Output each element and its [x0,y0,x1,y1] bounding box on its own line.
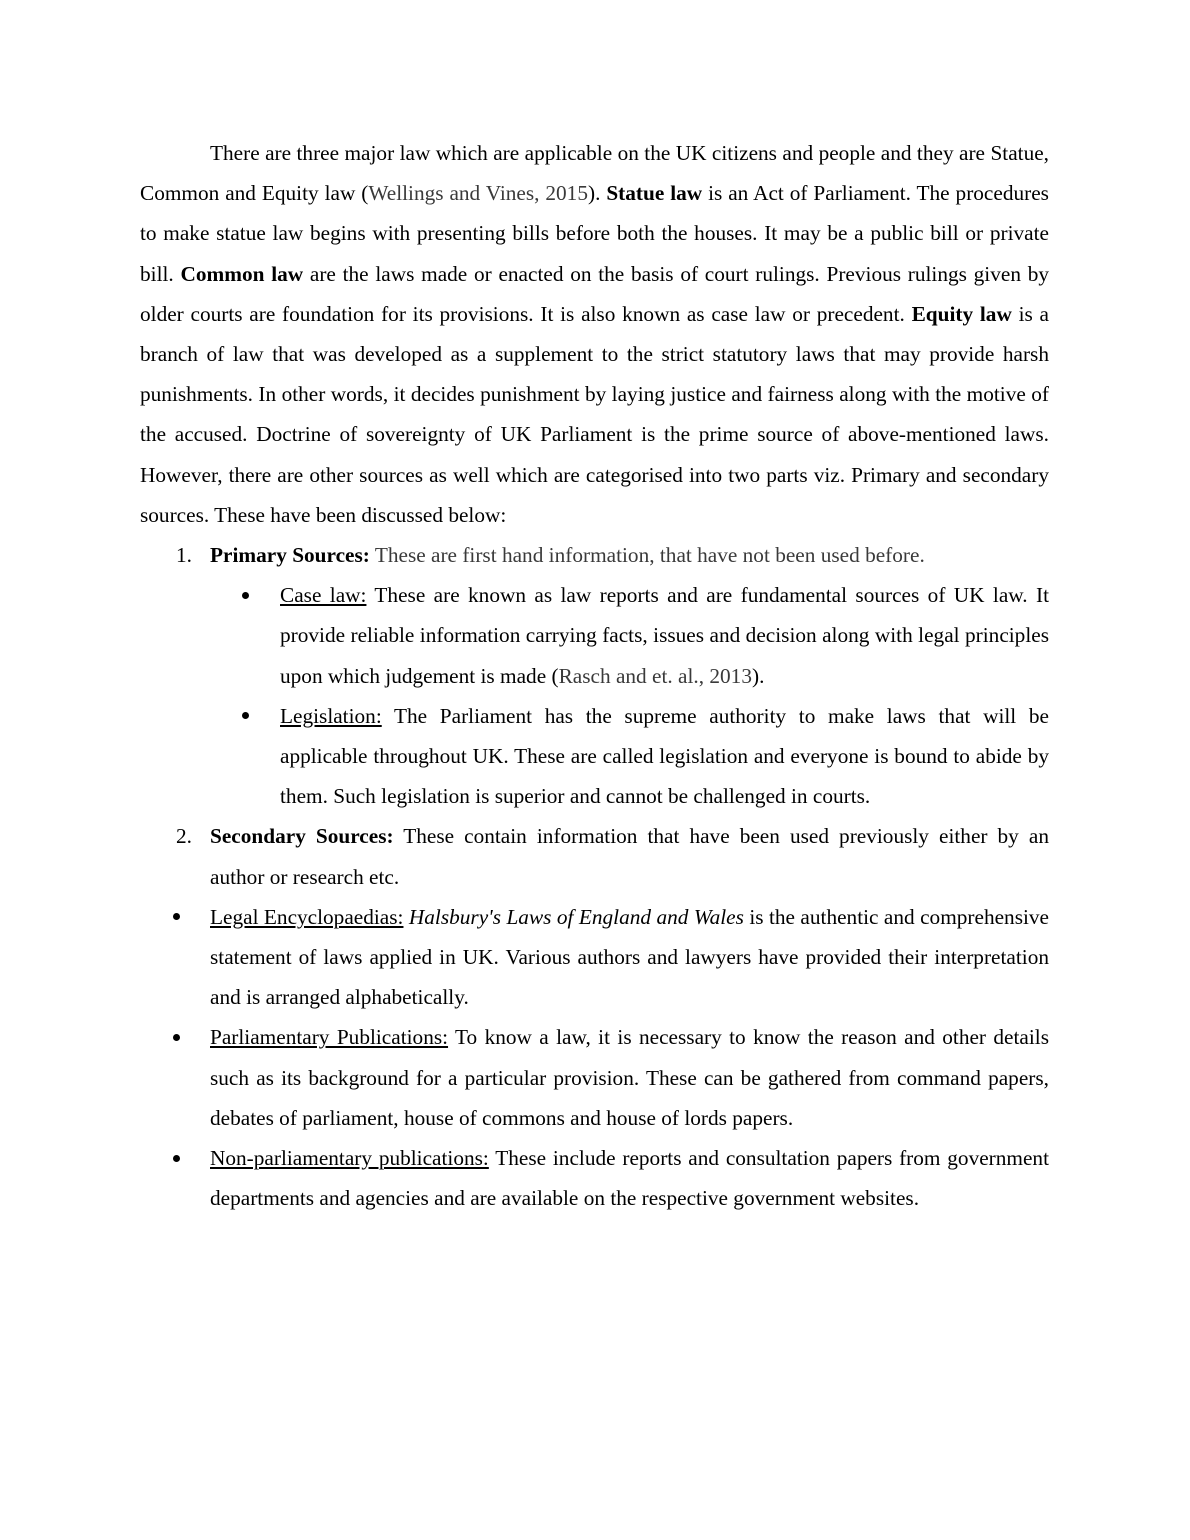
list-item-non-parliamentary-publications [140,1138,1049,1218]
list-item-case-law [140,575,1049,696]
intro-text-2: ). [587,181,607,206]
legislation-label: Legislation: [280,703,382,728]
intro-paragraph [140,133,1049,535]
list-number: 2. [176,824,192,849]
term-statue-law: Statue law [606,181,703,206]
case-law-text: These are known as law reports and are fundamental sources of UK law. It provide reliable information carrying facts, issues and decision along with legal principles upon which judgement is made ( [280,583,1049,688]
citation-rasch: Rasch and et. al., 2013 [558,663,752,688]
bullet-icon [242,696,272,736]
primary-sources-text: These are first hand information, that have not been used before. [369,543,925,568]
primary-sources-heading: Primary Sources: [210,543,370,568]
intro-text-3: is an Act of Parliament. The procedures to make statue law begins with presenting bills before both the houses. It may be a public bill or private bill. [140,181,1049,286]
non-parliamentary-publications-text: These include reports and consultation papers from government departments and agencies and are available on the respective government websites. [210,1146,1050,1211]
citation-wellings: Wellings and Vines, 2015 [368,181,588,206]
halsbury-title: Halsbury's Laws of England and Wales [408,904,744,929]
parliamentary-publications-label: Parliamentary Publications: [210,1025,449,1050]
legal-encyclopaedias-label: Legal Encyclopaedias: [210,904,404,929]
non-parliamentary-publications-label: Non-parliamentary publications: [210,1146,489,1171]
secondary-sources-text: These contain information that have been used previously either by an author or research etc. [210,824,1049,889]
list-item-legal-encyclopaedias [140,897,1049,1018]
document-page [140,133,1049,1218]
list-item-parliamentary-publications [140,1017,1049,1138]
legal-encyclopaedias-text: is the authentic and comprehensive statement of laws applied in UK. Various authors and lawyers have provided their interpretation and is arranged alphabetically. [210,904,1050,1010]
secondary-sources-heading: Secondary Sources: [210,824,394,849]
intro-text-5: is a branch of law that was developed as a supplement to the strict statutory laws that may provide harsh punishments. In other words, it decides punishment by laying justice and fairness along with the motive of the accused. Doctrine of sovereignty of UK Parliament is the prime source of above-mentioned laws. However, there are other sources as well which are categorised into two parts viz. Primary and secondary sources. These have been discussed below: [140,301,1049,527]
intro-text-1: There are three major law which are applicable on the UK citizens and people and they are Statue, Common and Equity law ( [140,141,1049,206]
bullet-icon [173,1017,203,1057]
bullet-icon [173,1138,203,1178]
list-item-legislation [140,696,1049,817]
parliamentary-publications-text: To know a law, it is necessary to know the reason and other details such as its background for a particular provision. These can be gathered from command papers, debates of parliament, house of commons and house of lords papers. [210,1025,1049,1130]
list-item-primary-sources [140,535,1049,575]
term-common-law: Common law [180,261,304,286]
bullet-icon [173,897,203,937]
term-equity-law: Equity law [911,301,1012,326]
bullet-icon [242,575,272,615]
list-number: 1. [176,543,192,568]
case-law-label: Case law: [280,583,367,608]
list-item-secondary-sources [140,816,1049,896]
intro-text-4: are the laws made or enacted on the basis of court rulings. Previous rulings given by older courts are foundation for its provisions. It is also known as case law or precedent. [140,261,1049,326]
legislation-text: The Parliament has the supreme authority to make laws that will be applicable throughout UK. These are called legislation and everyone is bound to abide by them. Such legislation is superior and cannot be challenged in courts. [280,703,1049,809]
case-law-tail: ). [751,663,765,688]
